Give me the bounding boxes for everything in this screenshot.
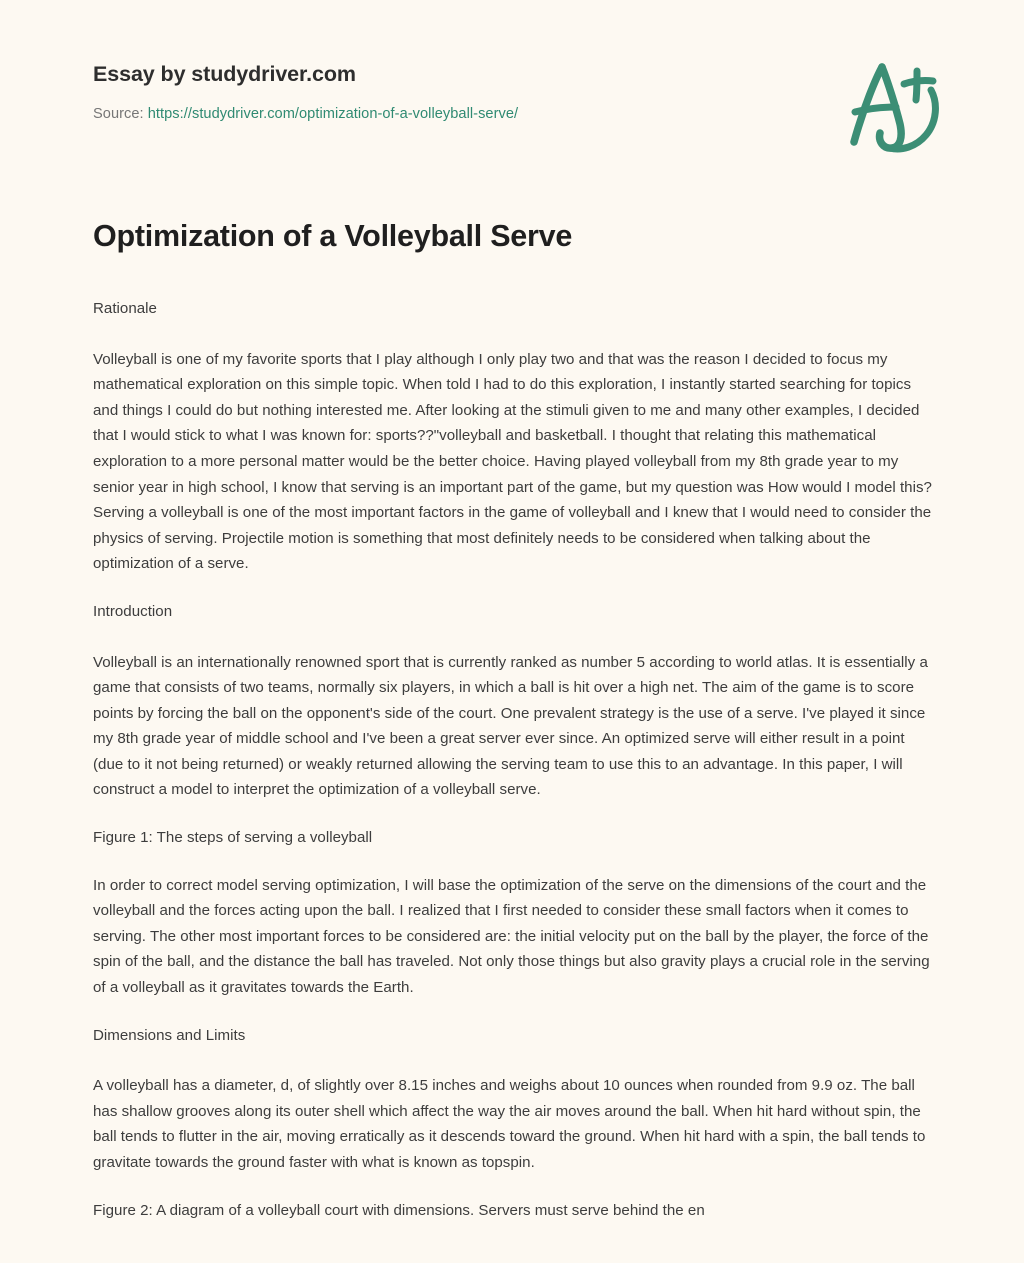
paragraph: Volleyball is an internationally renowned sport that is currently ranked as number 5 according to world atlas. It is essentially a game that consists of two teams, normally six players, in which a ball is hit over a high net. The aim of the game is to score points by forcing the ball on the opponent's side of the court. One prevalent strategy is the use of a serve. I've played it since my 8th grade year of middle school and I've been a great server ever since. An optimized serve will either result in a point (due to it not being returned) or weakly returned allowing the serving team to use this to an advantage. In this paper, I will construct a model to interpret the optimization of a volleyball serve. — [93, 653, 928, 799]
page-header — [0, 0, 1024, 124]
brand-byline: Essay by studydriver.com — [93, 62, 356, 86]
paragraph: In order to correct model serving optimization, I will base the optimization of the serve on the dimensions of the court and the volleyball and the forces acting upon the ball. I realized that I first needed to consider these small factors when it comes to serving. The other most important forces to be considered are: the initial velocity put on the ball by the player, the force of the spin of the ball, and the distance the ball has traveled. Not only those things but also gravity plays a crucial role in the serving of a volleyball as it gravitates towards the Earth. — [93, 876, 930, 997]
article-body — [0, 255, 1024, 1263]
section-heading: Dimensions and Limits — [93, 1026, 246, 1044]
figure-caption: Figure 1: The steps of serving a volleyball — [93, 829, 373, 847]
section-heading: Rationale — [93, 299, 157, 317]
section-heading: Introduction — [93, 602, 173, 620]
a-plus-logo-icon — [838, 58, 948, 154]
page-title: Optimization of a Volleyball Serve — [93, 218, 573, 253]
source-url-link[interactable]: https://studydriver.com/optimization-of-a-volleyball-serve/ — [147, 105, 519, 122]
paragraph: A volleyball has a diameter, d, of slightly over 8.15 inches and weighs about 10 ounces when rounded from 9.9 oz. The ball has shallow grooves along its outer shell which affect the way the air moves around the ball. When hit hard without spin, the ball tends to flutter in the air, moving erratically as it descends toward the ground. When hit hard with a spin, the ball tends to gravitate towards the ground faster with what is known as topspin. — [93, 1077, 926, 1171]
source-label: Source: — [93, 105, 144, 122]
source-line — [93, 105, 936, 124]
figure-caption: Figure 2: A diagram of a volleyball court with dimensions. Servers must serve behind the en — [93, 1201, 705, 1219]
paragraph: Volleyball is one of my favorite sports that I play although I only play two and that was the reason I decided to focus my mathematical exploration on this simple topic. When told I had to do this exploration, I instantly started searching for topics and things I could do but nothing interested me. After looking at the stimuli given to me and many other examples, I decided that I would stick to what I was known for: sports??"volleyball and basketball. I thought that relating this mathematical exploration to a more personal matter would be the better choice. Having played volleyball from my 8th grade year to my senior year in high school, I know that serving is an important part of the game, but my question was How would I model this? Serving a volleyball is one of the most important factors in the game of volleyball and I knew that I would need to consider the physics of serving. Projectile motion is something that most definitely needs to be considered when talking about the optimization of a serve. — [93, 350, 932, 573]
